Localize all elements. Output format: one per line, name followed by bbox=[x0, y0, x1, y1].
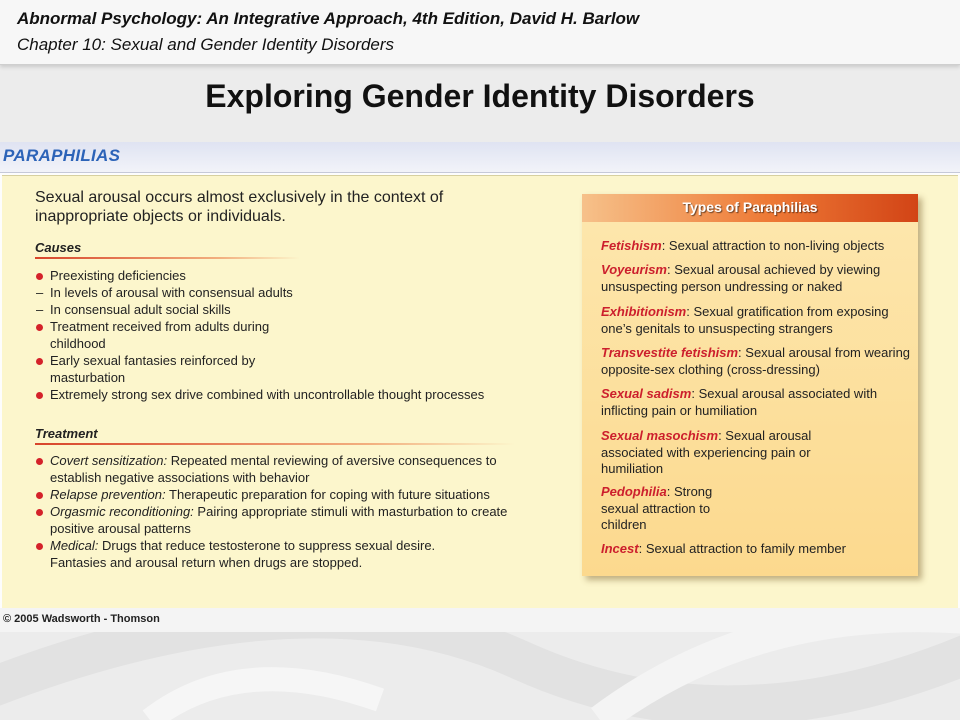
type-item-incest: Incest: Sexual attraction to family member bbox=[601, 541, 846, 556]
bullet-icon bbox=[36, 392, 43, 399]
treatment-list bbox=[35, 452, 525, 571]
types-of-paraphilias-box bbox=[582, 194, 918, 576]
types-heading: Types of Paraphilias bbox=[682, 199, 818, 215]
list-item: – In levels of arousal with consensual adults bbox=[36, 285, 293, 300]
slide-title: Exploring Gender Identity Disorders bbox=[205, 78, 755, 114]
treatment-heading: Treatment bbox=[35, 426, 98, 441]
list-item: – In consensual adult social skills bbox=[36, 302, 231, 317]
credit-bar bbox=[0, 608, 960, 632]
types-header bbox=[582, 194, 918, 222]
book-title: Abnormal Psychology: An Integrative Approach, 4th Edition, David H. Barlow bbox=[17, 9, 640, 28]
paraphilias-figure bbox=[0, 142, 960, 632]
slide-header bbox=[0, 0, 960, 65]
bullet-icon bbox=[36, 492, 43, 499]
bullet-icon bbox=[36, 324, 43, 331]
bullet-icon bbox=[36, 458, 43, 465]
section-bar bbox=[0, 142, 960, 173]
type-item-voyeurism: Voyeurism: Sexual arousal achieved by viewing unsuspecting person undressing or naked bbox=[601, 262, 881, 294]
list-item: Orgasmic reconditioning: Pairing appropriate stimuli with masturbation to create positive arousal patterns bbox=[35, 503, 525, 537]
type-item-fetishism: Fetishism: Sexual attraction to non-living objects bbox=[601, 238, 885, 253]
list-item: Relapse prevention: Therapeutic preparation for coping with future situations bbox=[35, 486, 525, 503]
type-item-sexual-masochism: Sexual masochism: Sexual arousal associated with experiencing pain or humiliation bbox=[601, 428, 812, 476]
list-item: Early sexual fantasies reinforced by masturbation bbox=[35, 352, 270, 386]
causes-rule bbox=[35, 257, 300, 259]
list-item: Extremely strong sex drive combined with uncontrollable thought processes bbox=[35, 386, 570, 403]
bullet-icon bbox=[36, 358, 43, 365]
list-item: Medical: Drugs that reduce testosterone to suppress sexual desire. Fantasies and arousal return when drugs are stopped. bbox=[35, 537, 480, 571]
bullet-icon bbox=[36, 543, 43, 550]
bullet-icon bbox=[36, 273, 43, 280]
type-item-transvestite-fetishism: Transvestite fetishism: Sexual arousal from wearing opposite-sex clothing (cross-dressing) bbox=[601, 345, 911, 377]
type-item-pedophilia: Pedophilia: Strong sexual attraction to children bbox=[601, 484, 713, 532]
content-panel bbox=[2, 175, 958, 609]
treatment-rule bbox=[35, 443, 515, 445]
type-item-sexual-sadism: Sexual sadism: Sexual arousal associated with inflicting pain or humiliation bbox=[601, 386, 878, 418]
causes-list bbox=[35, 267, 485, 403]
list-item: Preexisting deficiencies bbox=[35, 267, 335, 284]
chapter-title: Chapter 10: Sexual and Gender Identity Disorders bbox=[17, 35, 395, 54]
dash-icon: – bbox=[36, 285, 44, 300]
intro-text: Sexual arousal occurs almost exclusively in the context of inappropriate objects or individuals. bbox=[35, 189, 444, 225]
list-item: Covert sensitization: Repeated mental reviewing of aversive consequences to establish negative associations with behavior bbox=[35, 452, 525, 486]
bullet-icon bbox=[36, 509, 43, 516]
type-item-exhibitionism: Exhibitionism: Sexual gratification from exposing one’s genitals to unsuspecting strangers bbox=[601, 304, 889, 336]
dash-icon: – bbox=[36, 302, 44, 317]
causes-heading: Causes bbox=[35, 240, 82, 255]
copyright-credit: © 2005 Wadsworth - Thomson bbox=[3, 613, 160, 625]
list-item: Treatment received from adults during childhood bbox=[35, 318, 270, 352]
section-label: PARAPHILIAS bbox=[3, 146, 121, 165]
